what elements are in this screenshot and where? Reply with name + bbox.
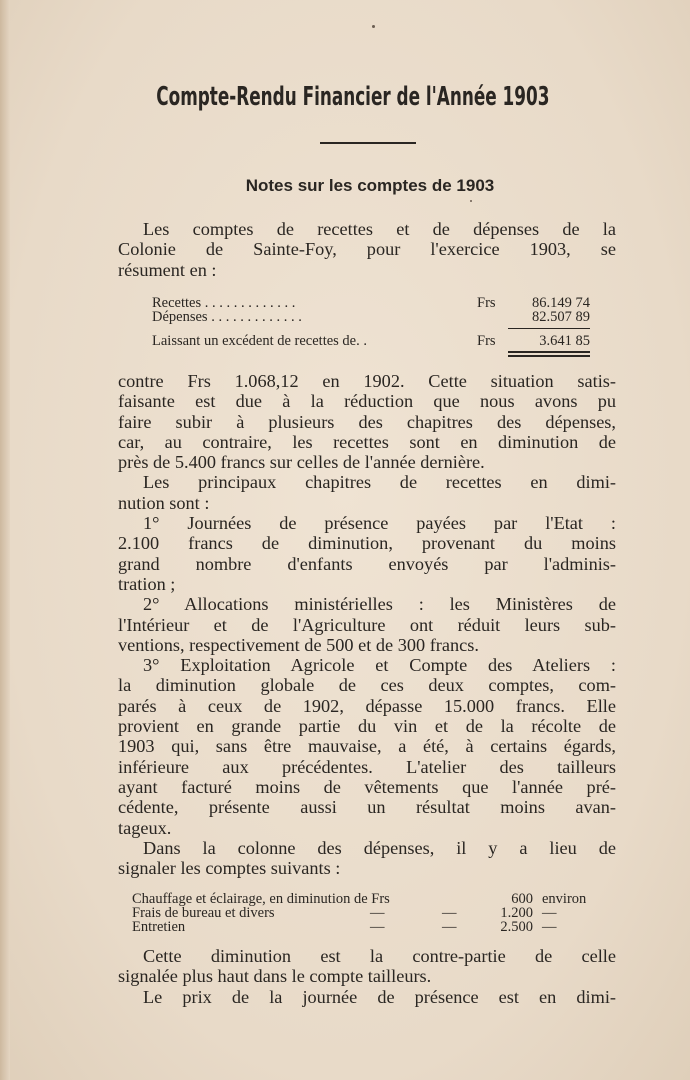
text-line: grand nombre d'enfants envoyés par l'adminis- <box>118 553 616 574</box>
text-line: près de 5.400 francs sur celles de l'année dernière. <box>118 452 485 473</box>
excedent-amount: 3.641 85 <box>539 333 590 349</box>
text-line: Cette diminution est la contre-partie de celle <box>143 946 616 966</box>
text-line: 2° Allocations ministérielles : les Ministères de <box>143 594 616 615</box>
excedent-currency: Frs <box>477 333 496 349</box>
depenses-row <box>152 310 592 324</box>
recettes-currency: Frs <box>477 295 496 311</box>
expense-tail: — <box>542 905 557 921</box>
expense-label: Frais de bureau et divers <box>132 905 275 921</box>
text-line: Dans la colonne des dépenses, il y a lieu de <box>143 837 616 858</box>
text-line: 1° Journées de présence payées par l'Etat : <box>143 513 616 534</box>
recettes-label: Recettes . . . . . . . . . . . . . <box>152 295 296 311</box>
closing-text <box>118 946 616 1007</box>
expense-tail: — <box>542 919 557 935</box>
text-line: 3° Exploitation Agricole et Compte des Ateliers : <box>143 655 616 676</box>
text-line: la diminution globale de ces deux comptes, com- <box>118 675 616 696</box>
text-line: ventions, respectivement de 500 et de 300 francs. <box>118 634 479 655</box>
intro-paragraph <box>118 219 616 280</box>
sum-rule <box>508 328 590 329</box>
expense-amount: 2.500 <box>500 919 533 935</box>
text-line: tageux. <box>118 817 172 838</box>
excedent-line <box>152 334 592 348</box>
page-edge <box>0 0 10 1080</box>
expense-row <box>132 920 602 934</box>
section-heading: Notes sur les comptes de 1903 <box>245 176 495 195</box>
body-text <box>118 371 616 878</box>
ditto-mark: — <box>442 905 457 921</box>
ditto-mark: — <box>442 919 457 935</box>
recettes-amount: 86.149 74 <box>532 295 590 311</box>
text-line: 1903 qui, sans être mauvaise, a été, à certains égards, <box>118 736 616 757</box>
expense-tail: environ <box>542 891 587 907</box>
excedent-label: Laissant un excédent de recettes de. . <box>152 333 367 349</box>
excedent-row <box>152 334 592 348</box>
paper-speck <box>372 25 375 28</box>
text-line: Le prix de la journée de présence est en dimi- <box>143 986 616 1007</box>
ditto-mark: — <box>370 919 385 935</box>
text-line: Les principaux chapitres de recettes en dimi- <box>143 472 616 493</box>
text-line: Les comptes de recettes et de dépenses de la <box>143 219 616 239</box>
text-line: signalée plus haut dans le compte tailleurs. <box>118 966 432 987</box>
ditto-mark: — <box>370 905 385 921</box>
text-line: 2.100 francs de diminution, provenant du moins <box>118 533 616 554</box>
expense-amount: 600 <box>511 891 533 907</box>
depenses-amount: 82.507 89 <box>532 309 590 325</box>
text-line: l'Intérieur et de l'Agriculture ont réduit leurs sub- <box>118 614 616 635</box>
title-divider <box>320 142 416 144</box>
text-line: faisante est due à la réduction que nous avons pu <box>118 391 616 412</box>
expense-row <box>132 906 602 920</box>
text-line: inférieure aux précédentes. L'atelier des tailleurs <box>118 756 616 777</box>
text-line: cédente, présente aussi un résultat moins avan- <box>118 797 616 818</box>
expenses-table <box>132 892 602 934</box>
expense-row <box>132 892 602 906</box>
double-rule-top <box>508 351 590 353</box>
text-line: car, au contraire, les recettes sont en diminution de <box>118 431 616 452</box>
recettes-row <box>152 296 592 310</box>
text-line: provient en grande partie du vin et de la récolte de <box>118 716 616 737</box>
expense-label: Chauffage et éclairage, en diminution de Frs <box>132 891 390 907</box>
text-line: nution sont : <box>118 492 210 513</box>
text-line: parés à ceux de 1902, dépasse 15.000 francs. Elle <box>118 695 616 716</box>
text-line: signaler les comptes suivants : <box>118 858 341 879</box>
text-line: ayant facturé moins de vêtements que l'année pré- <box>118 776 616 797</box>
text-line: tration ; <box>118 573 176 594</box>
page-title: Compte-Rendu Financier de l'Année 1903 <box>156 82 550 112</box>
text-line: résument en : <box>118 259 217 280</box>
text-line: faire subir à plusieurs des chapitres des dépenses, <box>118 411 616 432</box>
expense-amount: 1.200 <box>500 905 533 921</box>
double-rule-bottom <box>508 355 590 357</box>
text-line: Colonie de Sainte-Foy, pour l'exercice 1903, se <box>118 239 616 260</box>
text-line: contre Frs 1.068,12 en 1902. Cette situation satis- <box>118 371 616 391</box>
paper-speck <box>470 200 472 202</box>
accounts-summary <box>152 296 592 324</box>
depenses-label: Dépenses . . . . . . . . . . . . . <box>152 309 302 325</box>
expense-label: Entretien <box>132 919 186 935</box>
